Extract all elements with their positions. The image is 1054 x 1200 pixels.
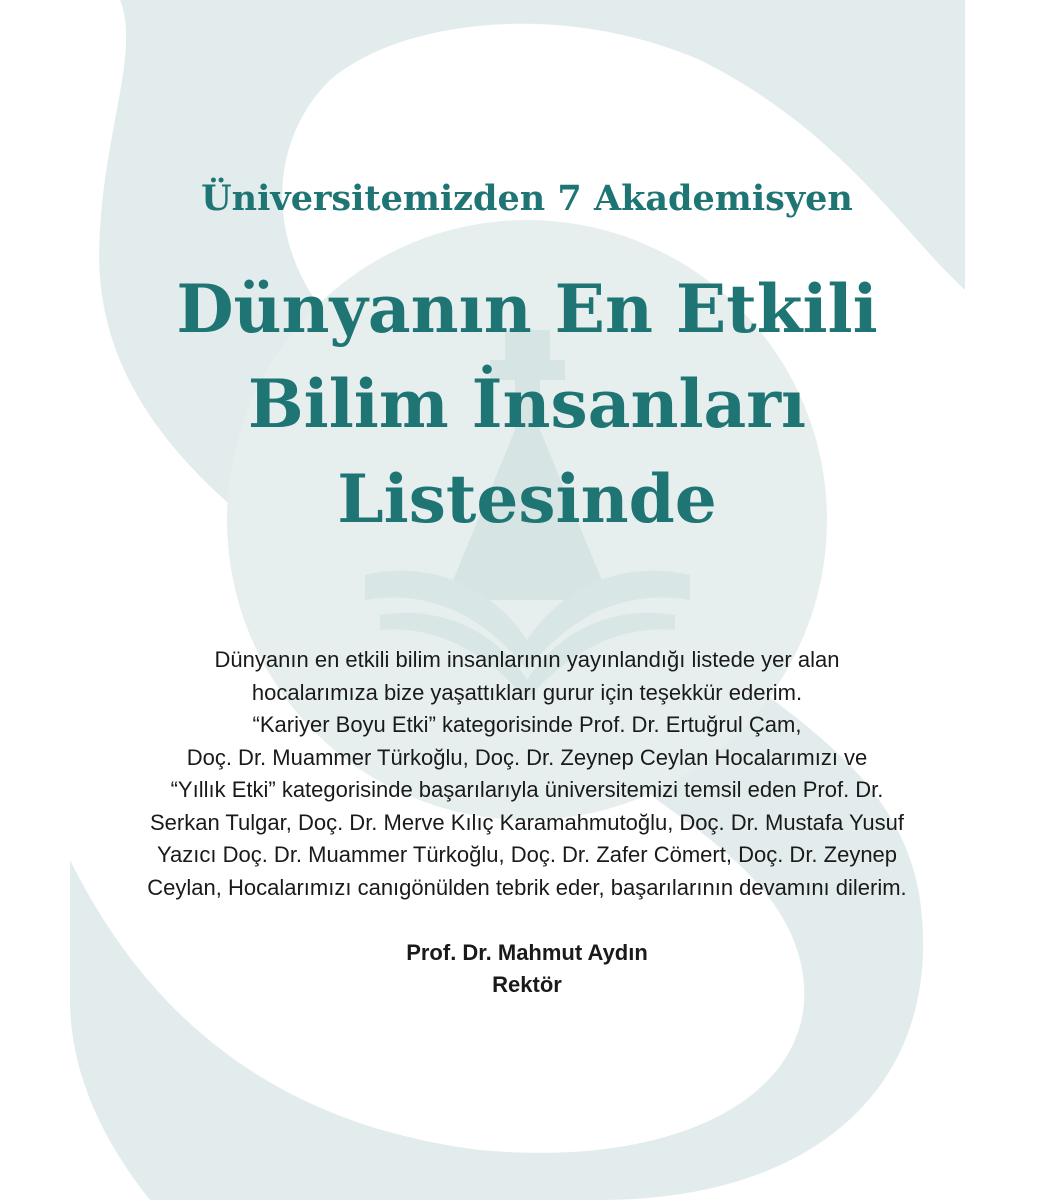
- signature-role: Rektör: [492, 972, 562, 997]
- body-line: hocalarımıza bize yaşattıkları gurur için teşekkür ederim.: [251, 679, 803, 705]
- message-body: [40, 644, 1014, 904]
- title-line: Bilim İnsanları: [247, 365, 807, 443]
- signature-name: Prof. Dr. Mahmut Aydın: [406, 940, 648, 965]
- body-line: “Yıllık Etki” kategorisinde başarılarıyla üniversitemizi temsil eden Prof. Dr.: [170, 777, 884, 802]
- body-line: Doç. Dr. Muammer Türkoğlu, Doç. Dr. Zeynep Ceylan Hocalarımızı ve: [186, 744, 868, 770]
- title-line: Dünyanın En Etkili: [176, 270, 878, 348]
- title-line: Listesinde: [337, 460, 717, 538]
- page-subtitle: Üniversitemizden 7 Akademisyen: [201, 178, 853, 219]
- body-line: Serkan Tulgar, Doç. Dr. Merve Kılıç Karamahmutoğlu, Doç. Dr. Mustafa Yusuf: [149, 809, 905, 835]
- body-line: Ceylan, Hocalarımızı canıgönülden tebrik eder, başarılarının devamını dilerim.: [147, 874, 907, 900]
- body-line: Yazıcı Doç. Dr. Muammer Türkoğlu, Doç. Dr. Zafer Cömert, Doç. Dr. Zeynep: [156, 842, 898, 867]
- body-line: Dünyanın en etkili bilim insanlarının yayınlandığı listede yer alan: [214, 647, 840, 672]
- signature-block: [0, 937, 1054, 1001]
- page-title: [0, 262, 1054, 547]
- body-line: “Kariyer Boyu Etki” kategorisinde Prof. Dr. Ertuğrul Çam,: [252, 712, 802, 737]
